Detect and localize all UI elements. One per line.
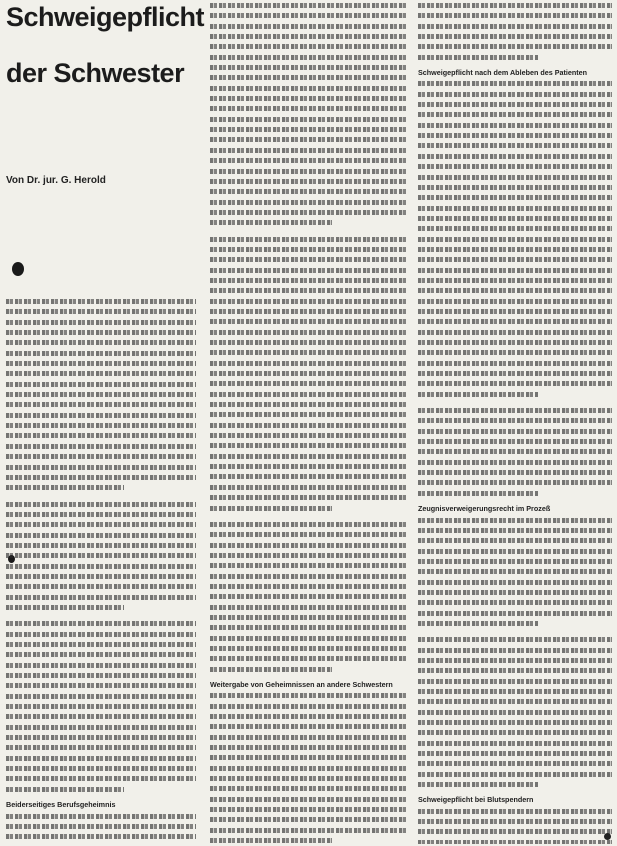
text-line	[6, 821, 196, 831]
text-line	[210, 368, 406, 378]
text-line	[6, 296, 196, 306]
text-line	[210, 52, 406, 62]
text-line	[210, 560, 406, 570]
text-line	[418, 525, 612, 535]
text-line	[418, 389, 538, 399]
text-line	[418, 41, 612, 51]
text-line	[6, 530, 196, 540]
text-line	[210, 234, 406, 244]
text-line	[6, 629, 196, 639]
text-line	[418, 837, 612, 844]
text-line	[210, 93, 406, 103]
text-line	[418, 727, 612, 737]
text-line	[418, 816, 612, 826]
text-paragraph	[6, 296, 196, 493]
text-line	[210, 783, 406, 793]
text-line	[6, 649, 196, 659]
text-line	[418, 223, 612, 233]
text-line	[6, 773, 196, 783]
text-line	[210, 72, 406, 82]
text-line	[6, 811, 196, 821]
text-line	[210, 337, 406, 347]
text-line	[210, 21, 406, 31]
text-line	[210, 62, 406, 72]
text-line	[210, 378, 406, 388]
text-line	[418, 597, 612, 607]
text-line	[418, 347, 612, 357]
text-line	[6, 389, 196, 399]
text-line	[418, 285, 612, 295]
text-line	[418, 566, 612, 576]
text-line	[418, 806, 612, 816]
text-line	[210, 124, 406, 134]
text-line	[210, 773, 406, 783]
text-line	[6, 420, 196, 430]
text-line	[418, 405, 612, 415]
text-paragraph	[210, 0, 406, 228]
text-line	[210, 461, 406, 471]
text-line	[6, 618, 196, 628]
text-line	[6, 482, 124, 492]
text-line	[418, 172, 612, 182]
text-column-2	[210, 0, 406, 844]
text-line	[210, 296, 406, 306]
text-line	[418, 275, 612, 285]
text-line	[418, 748, 612, 758]
text-column-3	[418, 0, 612, 844]
text-line	[418, 306, 612, 316]
text-line	[418, 254, 612, 264]
text-line	[418, 337, 612, 347]
article-title-line1: Schweigepflicht	[6, 2, 205, 32]
text-paragraph	[418, 78, 612, 399]
text-line	[210, 732, 406, 742]
text-line	[418, 120, 612, 130]
text-paragraph	[418, 806, 612, 844]
text-line	[210, 482, 406, 492]
text-line	[210, 503, 332, 513]
text-line	[210, 814, 406, 824]
text-line	[210, 653, 406, 663]
text-line	[6, 561, 196, 571]
text-line	[210, 316, 406, 326]
text-line	[6, 399, 196, 409]
text-line	[418, 213, 612, 223]
text-line	[418, 779, 538, 789]
section-subheading: Weitergabe von Geheimnissen an andere Schwestern	[210, 680, 393, 689]
text-line	[418, 234, 612, 244]
text-line	[210, 581, 406, 591]
text-line	[6, 509, 196, 519]
text-line	[6, 306, 196, 316]
text-line	[6, 592, 196, 602]
text-line	[6, 784, 124, 794]
text-paragraph	[418, 515, 612, 629]
text-line	[210, 519, 406, 529]
text-line	[6, 722, 196, 732]
text-line	[210, 327, 406, 337]
text-line	[6, 742, 196, 752]
text-line	[418, 99, 612, 109]
text-line	[210, 285, 406, 295]
text-line	[6, 358, 196, 368]
text-line	[6, 368, 196, 378]
text-line	[210, 176, 406, 186]
text-line	[418, 31, 612, 41]
text-line	[210, 217, 332, 227]
text-line	[6, 691, 196, 701]
text-line	[6, 732, 196, 742]
text-line	[210, 471, 406, 481]
text-line	[6, 317, 196, 327]
text-line	[418, 21, 612, 31]
text-line	[210, 752, 406, 762]
text-line	[418, 78, 612, 88]
text-line	[210, 529, 406, 539]
text-line	[418, 546, 612, 556]
page-end-marker-icon	[604, 833, 611, 840]
text-line	[6, 379, 196, 389]
text-line	[418, 608, 612, 618]
text-line	[418, 665, 612, 675]
text-line	[6, 670, 196, 680]
text-line	[210, 275, 406, 285]
text-line	[6, 571, 196, 581]
section-subheading: Schweigepflicht nach dem Ableben des Patienten	[418, 68, 588, 78]
text-line	[6, 410, 196, 420]
text-line	[418, 457, 612, 467]
text-paragraph	[6, 499, 196, 613]
text-line	[418, 488, 538, 498]
text-line	[418, 515, 612, 525]
text-line	[6, 499, 196, 509]
text-line	[418, 192, 612, 202]
text-line	[210, 612, 406, 622]
text-line	[210, 358, 406, 368]
text-line	[210, 550, 406, 560]
text-line	[210, 721, 406, 731]
text-line	[418, 826, 612, 836]
text-line	[210, 186, 406, 196]
text-line	[210, 145, 406, 155]
text-paragraph	[418, 634, 612, 789]
text-line	[6, 472, 196, 482]
text-line	[210, 347, 406, 357]
text-paragraph	[6, 618, 196, 794]
text-line	[418, 368, 612, 378]
text-line	[418, 758, 612, 768]
text-line	[6, 680, 196, 690]
text-line	[418, 130, 612, 140]
text-paragraph	[210, 234, 406, 513]
text-line	[210, 166, 406, 176]
text-line	[210, 207, 406, 217]
text-line	[418, 296, 612, 306]
text-line	[418, 696, 612, 706]
text-line	[418, 467, 612, 477]
text-line	[418, 316, 612, 326]
text-line	[6, 639, 196, 649]
text-line	[210, 643, 406, 653]
text-line	[418, 265, 612, 275]
text-line	[210, 763, 406, 773]
text-paragraph	[6, 811, 196, 843]
text-line	[418, 151, 612, 161]
text-line	[210, 804, 406, 814]
text-line	[6, 711, 196, 721]
text-line	[210, 83, 406, 93]
text-line	[418, 556, 612, 566]
text-line	[418, 707, 612, 717]
text-line	[418, 738, 612, 748]
text-line	[210, 31, 406, 41]
text-line	[418, 203, 612, 213]
text-paragraph	[210, 690, 406, 844]
text-line	[418, 587, 612, 597]
text-line	[418, 10, 612, 20]
text-line	[418, 0, 612, 10]
text-line	[210, 420, 406, 430]
text-line	[418, 244, 612, 254]
text-line	[210, 0, 406, 10]
text-line	[418, 52, 538, 62]
text-line	[210, 41, 406, 51]
text-line	[210, 825, 406, 835]
text-line	[210, 664, 332, 674]
text-line	[418, 140, 612, 150]
text-line	[6, 430, 196, 440]
text-line	[6, 602, 124, 612]
text-line	[210, 690, 406, 700]
text-line	[210, 540, 406, 550]
text-line	[418, 182, 612, 192]
text-line	[210, 389, 406, 399]
text-line	[210, 254, 406, 264]
text-line	[6, 753, 196, 763]
text-paragraph	[418, 405, 612, 498]
text-line	[6, 348, 196, 358]
text-line	[210, 794, 406, 804]
text-line	[210, 103, 406, 113]
text-line	[418, 655, 612, 665]
text-column-1	[6, 296, 196, 842]
text-line	[6, 441, 196, 451]
text-line	[6, 763, 196, 773]
text-line	[210, 492, 406, 502]
text-line	[6, 327, 196, 337]
text-line	[6, 519, 196, 529]
text-line	[418, 686, 612, 696]
text-line	[210, 134, 406, 144]
section-subheading: Beiderseitiges Berufsgeheimnis	[6, 800, 116, 810]
text-line	[6, 581, 196, 591]
text-line	[6, 701, 196, 711]
text-line	[418, 645, 612, 655]
text-line	[418, 161, 612, 171]
text-line	[210, 633, 406, 643]
text-line	[210, 409, 406, 419]
text-line	[418, 109, 612, 119]
text-line	[210, 10, 406, 20]
text-paragraph	[418, 0, 612, 62]
bullet-ornament-icon	[12, 262, 24, 276]
text-line	[418, 676, 612, 686]
text-line	[210, 244, 406, 254]
text-line	[210, 591, 406, 601]
section-subheading: Schweigepflicht bei Blutspendern	[418, 795, 534, 805]
text-line	[418, 577, 612, 587]
text-line	[210, 835, 332, 844]
text-line	[210, 622, 406, 632]
text-line	[418, 477, 612, 487]
text-line	[210, 197, 406, 207]
text-line	[210, 571, 406, 581]
text-line	[210, 430, 406, 440]
text-line	[418, 769, 612, 779]
text-line	[210, 602, 406, 612]
text-line	[6, 451, 196, 461]
text-line	[418, 446, 612, 456]
text-line	[210, 711, 406, 721]
text-line	[210, 155, 406, 165]
text-line	[418, 327, 612, 337]
text-line	[418, 717, 612, 727]
text-line	[418, 634, 612, 644]
author-byline: Von Dr. jur. G. Herold	[6, 175, 106, 186]
text-line	[210, 701, 406, 711]
text-line	[418, 415, 612, 425]
text-line	[210, 306, 406, 316]
text-line	[6, 660, 196, 670]
text-line	[210, 451, 406, 461]
text-line	[6, 337, 196, 347]
text-line	[6, 540, 196, 550]
text-line	[6, 550, 196, 560]
text-line	[418, 378, 612, 388]
text-line	[418, 436, 612, 446]
text-line	[6, 831, 196, 841]
text-line	[210, 440, 406, 450]
text-line	[418, 535, 612, 545]
text-line	[6, 462, 196, 472]
text-line	[418, 89, 612, 99]
text-paragraph	[210, 519, 406, 674]
article-title-line2: der Schwester	[6, 58, 185, 88]
text-line	[210, 114, 406, 124]
text-line	[418, 358, 612, 368]
text-line	[210, 399, 406, 409]
text-line	[210, 742, 406, 752]
text-line	[210, 265, 406, 275]
text-line	[418, 618, 538, 628]
text-line	[418, 426, 612, 436]
section-subheading: Zeugnisverweigerungsrecht im Prozeß	[418, 504, 551, 514]
